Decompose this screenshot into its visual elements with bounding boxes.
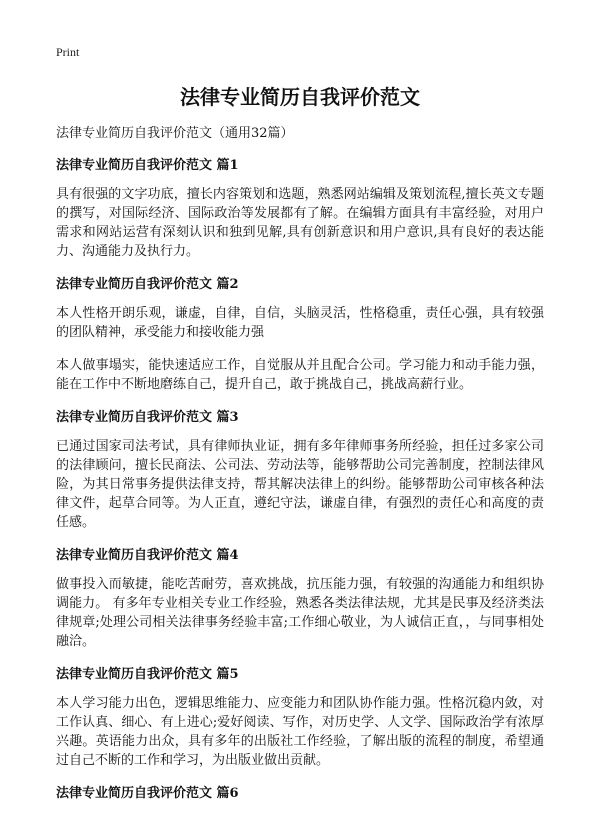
section-2-paragraph-1: 本人性格开朗乐观，谦虚，自律，自信，头脑灵活，性格稳重，责任心强，具有较强的团队精神，承受能力和接收能力强 [56, 306, 544, 340]
document-subtitle: 法律专业简历自我评价范文（通用32篇） [56, 126, 294, 141]
document-title: 法律专业简历自我评价范文 [180, 85, 420, 109]
section-heading-1: 法律专业简历自我评价范文 篇1 [56, 158, 239, 173]
section-heading-5: 法律专业简历自我评价范文 篇5 [56, 667, 239, 682]
section-5-paragraph-1: 本人学习能力出色，逻辑思维能力、应变能力和团队协作能力强。性格沉稳内敛，对工作认真、细心、有上进心;爱好阅读、写作，对历史学、人文学、国际政治学有浓厚兴趣。英语能力出众，具有多年的出版社工作经验，了解出版的流程的制度，希望通过自己不断的工作和学习，为出版业做出贡献。 [56, 696, 544, 768]
section-heading-6: 法律专业简历自我评价范文 篇6 [56, 786, 239, 801]
section-3-paragraph-1: 已通过国家司法考试，具有律师执业证，拥有多年律师事务所经验，担任过多家公司的法律顾问，擅长民商法、公司法、劳动法等，能够帮助公司完善制度，控制法律风险，为其日常事务提供法律支持，帮其解决法律上的纠纷。能够帮助公司审核各种法律文件，起草合同等。为人正直，遵纪守法，谦虚自律，有强烈的责任心和高度的责任感。 [56, 439, 544, 530]
section-1-paragraph-1: 具有很强的文字功底，擅长内容策划和选题，熟悉网站编辑及策划流程,擅长英文专题的撰写，对国际经济、国际政治等发展都有了解。在编辑方面具有丰富经验，对用户需求和网站运营有深刻认识和独到见解,具有创新意识和用户意识,具有良好的表达能力、沟通能力及执行力。 [56, 187, 544, 259]
section-heading-4: 法律专业简历自我评价范文 篇4 [56, 548, 239, 563]
section-heading-3: 法律专业简历自我评价范文 篇3 [56, 410, 239, 425]
section-4-paragraph-1: 做事投入而敏捷，能吃苦耐劳，喜欢挑战，抗压能力强，有较强的沟通能力和组织协调能力。 有多年专业相关专业工作经验，熟悉各类法律法规，尤其是民事及经济类法律规章;处理公司相关法律事务经验丰富;工作细心敬业，为人诚信正直，，与同事相处融洽。 [56, 577, 544, 649]
section-heading-2: 法律专业简历自我评价范文 篇2 [56, 277, 239, 292]
print-link[interactable]: Print [56, 45, 80, 59]
section-2-paragraph-2: 本人做事塌实，能快速适应工作，自觉服从并且配合公司。学习能力和动手能力强，能在工作中不断地磨练自己，提升自己，敢于挑战自己，挑战高薪行业。 [56, 358, 544, 392]
